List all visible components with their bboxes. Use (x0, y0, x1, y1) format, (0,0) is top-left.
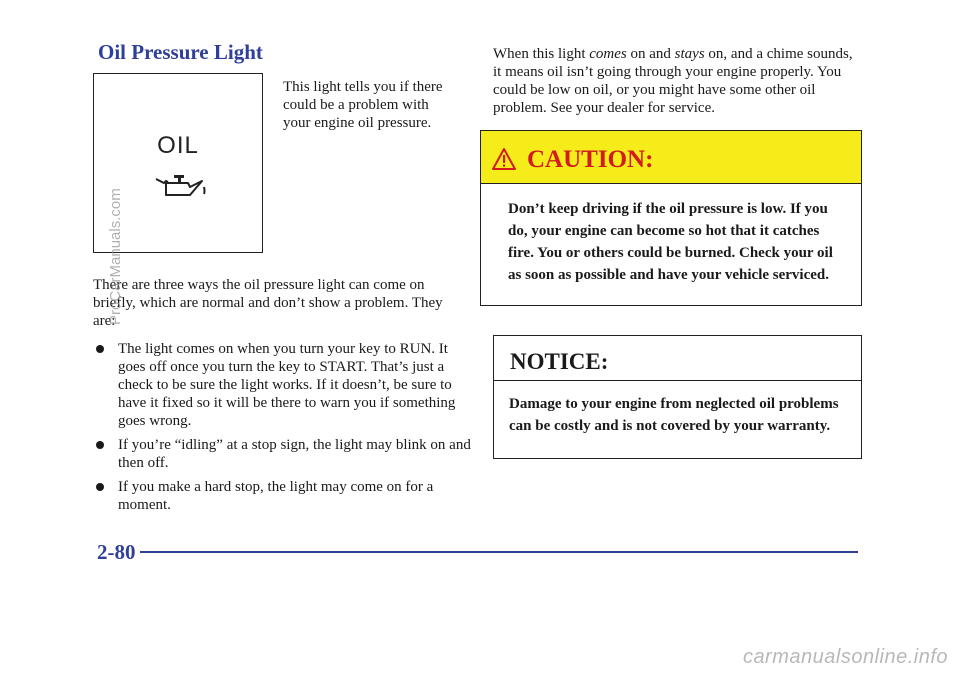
caution-heading: CAUTION: (527, 146, 654, 173)
caution-header (481, 131, 861, 184)
warning-description: When this light comes on and stays on, and a chime sounds, it means oil isn’t going through your engine properly. You could be low on oil, or you might have some other oil problem. See your dealer for service. (493, 46, 853, 116)
caution-text: Don’t keep driving if the oil pressure is low. If you do, your engine can become so hot that it catches fire. You or others could be burned. Check your oil as soon as possible and have your vehicle serviced. (508, 201, 833, 283)
list-item: If you’re “idling” at a stop sign, the light may blink on and then off. (93, 436, 473, 472)
oil-can-icon (152, 169, 208, 203)
section-title: Oil Pressure Light (98, 40, 263, 64)
side-watermark: ProCarManuals.com (107, 188, 124, 325)
notice-header (494, 336, 861, 381)
normal-conditions-list (93, 340, 473, 520)
oil-lamp-label: OIL (157, 132, 199, 159)
bottom-watermark: carmanualsonline.info (742, 646, 948, 668)
footer-rule (140, 551, 858, 553)
bullet-icon (96, 345, 104, 353)
bullet-icon (96, 483, 104, 491)
notice-heading: NOTICE: (510, 349, 609, 374)
bullet-icon (96, 441, 104, 449)
list-item: If you make a hard stop, the light may come on for a moment. (93, 478, 473, 514)
page-number: 2-80 (97, 540, 136, 564)
caution-box (480, 130, 862, 306)
list-item: The light comes on when you turn your key to RUN. It goes off once you turn the key to START. That’s just a check to be sure the light works. If it doesn’t, be sure to have it fixed so it will be there to warn you if something goes wrong. (93, 340, 473, 430)
lead-paragraph: There are three ways the oil pressure light can come on briefly, which are normal and don’t show a problem. They are: (93, 277, 443, 329)
notice-box (493, 335, 862, 459)
intro-paragraph: This light tells you if there could be a problem with your engine oil pressure. (283, 79, 443, 131)
notice-text: Damage to your engine from neglected oil problems can be costly and is not covered by your warranty. (509, 396, 839, 434)
warning-triangle-icon (491, 147, 517, 171)
